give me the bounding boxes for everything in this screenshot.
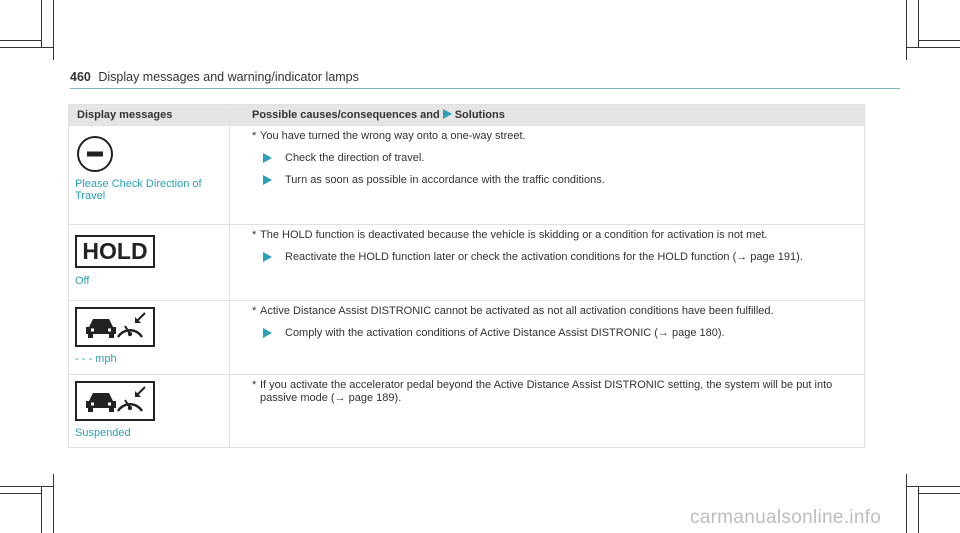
display-messages-table — [68, 104, 865, 448]
crop-mark — [53, 0, 54, 60]
cause-cell — [230, 126, 865, 225]
message-label: Suspended — [75, 427, 131, 439]
crop-mark — [918, 40, 960, 41]
column-header-suffix: Solutions — [454, 109, 505, 121]
header-divider — [70, 88, 900, 89]
table-header-row — [69, 105, 865, 126]
solution-arrow-icon — [263, 328, 272, 338]
solution-text: Comply with the activation conditions of Active Distance Assist DISTRONIC (→ page 180). — [285, 327, 725, 339]
column-header-prefix: Possible causes/consequences and — [252, 109, 440, 121]
message-cell — [69, 225, 230, 301]
crop-mark — [0, 486, 54, 487]
message-cell — [69, 301, 230, 375]
solution-arrow-icon — [263, 175, 272, 185]
crop-mark — [0, 47, 54, 48]
hold-icon-text: HOLD — [82, 238, 148, 264]
solution-step — [260, 327, 854, 340]
solution-text: Turn as soon as possible in accordance with the traffic conditions. — [285, 174, 605, 186]
table-row — [69, 225, 865, 301]
cause-description: If you activate the accelerator pedal beyond the Active Distance Assist DISTRONIC setting, the system will be put into passive mode (→ page 189). — [260, 379, 833, 404]
crop-mark — [0, 40, 42, 41]
message-label: - - - mph — [75, 353, 117, 365]
crop-mark — [906, 486, 960, 487]
solution-step — [260, 251, 854, 264]
table-row — [69, 375, 865, 448]
cause-description: Active Distance Assist DISTRONIC cannot be activated as not all activation conditions have been fulfilled. — [260, 305, 774, 317]
solution-step — [260, 152, 854, 165]
watermark: carmanualsonline.info — [690, 507, 882, 528]
solution-arrow-icon — [443, 109, 452, 119]
page-number: 460 — [70, 70, 91, 84]
cause-cell — [230, 225, 865, 301]
message-cell — [69, 126, 230, 225]
cause-text: * The HOLD function is deactivated because the vehicle is skidding or a condition for activation is not met. — [252, 229, 768, 241]
cause-text: * You have turned the wrong way onto a one-way street. — [252, 130, 526, 142]
crop-mark — [906, 47, 960, 48]
cause-text: * Active Distance Assist DISTRONIC cannot be activated as not all activation conditions have been fulfilled. — [252, 305, 774, 317]
crop-mark — [918, 493, 960, 494]
cause-description: The HOLD function is deactivated because the vehicle is skidding or a condition for activation is not met. — [260, 229, 768, 241]
solution-text: Check the direction of travel. — [285, 152, 425, 164]
message-label: Please Check Direction of Travel — [75, 178, 202, 202]
message-cell — [69, 375, 230, 448]
cause-description: You have turned the wrong way onto a one-way street. — [260, 130, 526, 142]
solution-step — [260, 174, 854, 187]
table-row — [69, 301, 865, 375]
cause-cell — [230, 375, 865, 448]
crop-mark — [906, 474, 907, 533]
cause-text: * If you activate the accelerator pedal beyond the Active Distance Assist DISTRONIC setting, the system will be put into passive mode (→ page 189). — [252, 379, 833, 404]
page-title: Display messages and warning/indicator lamps — [98, 70, 359, 84]
table-row — [69, 126, 865, 225]
column-header-display-messages: Display messages — [69, 105, 230, 126]
cause-cell — [230, 301, 865, 375]
distronic-icon — [75, 381, 155, 421]
message-label: Off — [75, 275, 90, 287]
distronic-icon — [75, 307, 155, 347]
solution-text: Reactivate the HOLD function later or check the activation conditions for the HOLD function (→ page 191). — [285, 251, 803, 263]
page-header — [70, 70, 359, 84]
no-entry-icon — [75, 134, 115, 174]
solution-arrow-icon — [263, 153, 272, 163]
hold-icon — [75, 235, 155, 268]
crop-mark — [0, 493, 42, 494]
solution-arrow-icon — [263, 252, 272, 262]
crop-mark — [53, 474, 54, 533]
column-header-causes-solutions — [230, 105, 865, 126]
crop-mark — [906, 0, 907, 60]
